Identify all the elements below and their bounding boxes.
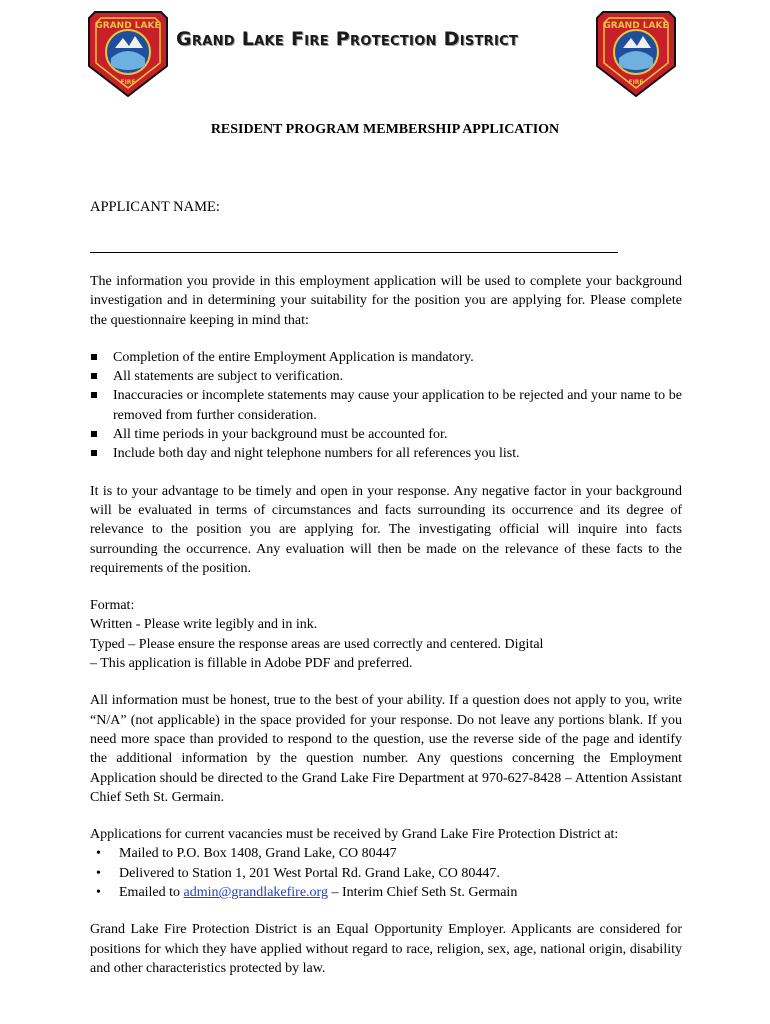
list-item: All time periods in your background must be accounted for. bbox=[90, 425, 682, 444]
honesty-paragraph: All information must be honest, true to the best of your ability. If a question does not apply to you, write “N/A” (not applicable) in the space provided for your response. Do not leave any portions blank. If you need more space than provided to respond to the question, use the reverse side of the page and identify the additional information by the question number. Any questions concerning the Employment Application should be directed to the Grand Lake Fire Department at 970-627-8428 – Attention Assistant Chief Seth St. Germain. bbox=[90, 693, 682, 805]
letterhead bbox=[0, 0, 770, 100]
eeo-paragraph: Grand Lake Fire Protection District is an Equal Opportunity Employer. Applicants are considered for positions for which they have applied without regard to race, religion, sex, age, national origin, disability and other characteristics protected by law. bbox=[90, 922, 682, 976]
bullet-icon: • bbox=[96, 865, 101, 881]
list-item: • Emailed to admin@grandlakefire.org – Interim Chief Seth St. Germain bbox=[96, 883, 682, 902]
format-written: Written - Please write legibly and in ink. bbox=[90, 617, 318, 633]
svg-text:GRAND LAKE: GRAND LAKE bbox=[95, 21, 161, 31]
document-body bbox=[90, 272, 682, 978]
bullet-icon: • bbox=[96, 885, 101, 901]
list-item: • Delivered to Station 1, 201 West Portal Rd. Grand Lake, CO 80447. bbox=[96, 864, 682, 883]
list-item: Completion of the entire Employment Application is mandatory. bbox=[90, 348, 682, 367]
format-digital: – This application is fillable in Adobe PDF and preferred. bbox=[90, 656, 413, 672]
bullet-icon: • bbox=[96, 846, 101, 862]
requirements-list bbox=[90, 348, 682, 464]
fire-district-badge-left bbox=[87, 8, 169, 98]
format-heading: Format: bbox=[90, 598, 135, 614]
org-title: Grand Lake Fire Protection District bbox=[176, 28, 519, 50]
applicant-name-label: APPLICANT NAME: bbox=[90, 199, 220, 215]
submission-intro: Applications for current vacancies must be received by Grand Lake Fire Protection District at: bbox=[90, 827, 619, 843]
intro-paragraph: The information you provide in this employment application will be used to complete your background investigation and in determining your suitability for the position you are applying for. Please complete the questionnaire keeping in mind that: bbox=[90, 274, 682, 328]
document-title: RESIDENT PROGRAM MEMBERSHIP APPLICATION bbox=[210, 122, 560, 137]
svg-text:FIRE: FIRE bbox=[628, 79, 644, 86]
list-item: All statements are subject to verification. bbox=[90, 367, 682, 386]
list-item: Inaccuracies or incomplete statements may cause your application to be rejected and your name to be removed from further consideration. bbox=[90, 386, 682, 425]
applicant-name-field[interactable] bbox=[90, 252, 618, 253]
email-link[interactable]: admin@grandlakefire.org bbox=[183, 885, 328, 901]
svg-text:GRAND LAKE: GRAND LAKE bbox=[603, 21, 669, 31]
submission-methods-list bbox=[90, 844, 682, 902]
list-item: • Mailed to P.O. Box 1408, Grand Lake, CO 80447 bbox=[96, 844, 682, 863]
advantage-paragraph: It is to your advantage to be timely and open in your response. Any negative factor in your background will be evaluated in terms of circumstances and facts surrounding its occurrence and its degree of relevance to the position you are applying for. The investigating official will inquire into facts surrounding the occurrence. Any evaluation will then be made on the relevance of these facts to the requirements of the position. bbox=[90, 483, 682, 576]
format-typed: Typed – Please ensure the response areas are used correctly and centered. Digital bbox=[90, 636, 544, 652]
svg-text:FIRE: FIRE bbox=[120, 79, 136, 86]
list-item: Include both day and night telephone numbers for all references you list. bbox=[90, 444, 682, 463]
fire-district-badge-right bbox=[595, 8, 677, 98]
format-section bbox=[90, 596, 682, 673]
